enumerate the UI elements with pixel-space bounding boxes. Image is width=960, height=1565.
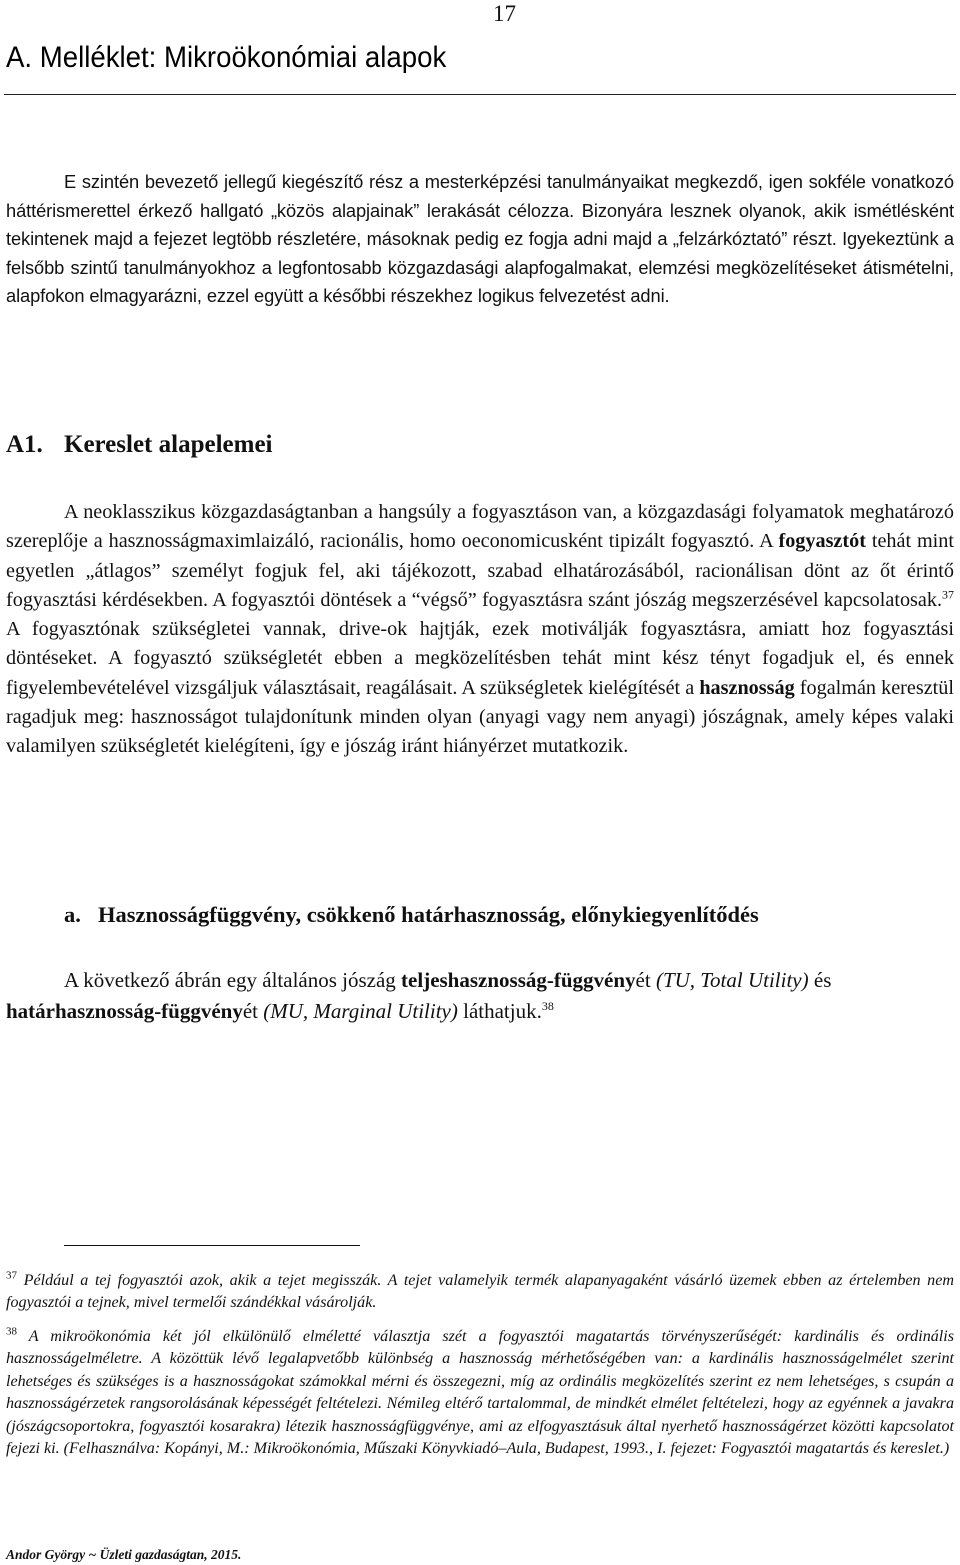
main-text-4: fogalmán keresztül ragadjuk meg: hasznosságot tulajdonítunk minden olyan (anyagi vagy nem anyagi) jószágnak, amely képes valaki valamilyen szükségletét kielégíteni, így e jószág iránt hiányérzet mutatkozik. xyxy=(6,676,954,758)
term-hasznossag: hasznosság xyxy=(699,676,795,699)
footnote-ref-38[interactable]: 38 xyxy=(541,999,554,1013)
section-title: Kereslet alapelemei xyxy=(64,431,273,458)
footnote-number: 38 xyxy=(6,1325,17,1338)
second-text-5: láthatjuk. xyxy=(457,999,542,1023)
second-text-4: ét xyxy=(242,999,264,1023)
section-number: A1. xyxy=(6,431,43,458)
footnote-ref-37[interactable]: 37 xyxy=(942,587,954,602)
main-paragraph xyxy=(6,498,954,762)
term-fogyasztot: fogyasztót xyxy=(778,530,866,553)
footnote-text: Például a tej fogyasztói azok, akik a tejet megisszák. A tejet valamelyik termék alapanyagaként vásárló üzemek ebben az értelemben nem fogyasztói a tejnek, mivel termelői szándékkal vásárolják. xyxy=(6,1272,954,1312)
chapter-title: A. Melléklet: Mikroökonómiai alapok xyxy=(6,41,447,74)
main-text-1: A neoklasszikus közgazdaságtanban a hangsúly a fogyasztáson van, a közgazdasági folyamatok meghatározó szereplője a hasznosságmaximlaizáló, racionális, homo oeconomicusként tipizált fogyasztó. A xyxy=(6,501,954,553)
term-hatarhasznossag: határhasznosság-függvény xyxy=(6,999,243,1023)
main-text-2: tehát mint egyetlen „átlagos” személyt fogjuk fel, aki tájékozott, szabad elhatározásából, racionálisan dönt az őt érintő fogyasztási kérdésekben. A fogyasztói döntések a “végső” fogyasztásra szánt jószág megszerzésével kapcsolatosak. xyxy=(6,530,954,611)
intro-text: E szintén bevezető jellegű kiegészítő rész a mesterképzési tanulmányaikat megkezdő, igen sokféle vonatkozó háttérismerettel érkező hallgató „közös alapjainak” lerakását célozza. Bizonyára lesznek olyanok, akik ismétlésként tekintenek majd a fejezet legtöbb részletére, másoknak pedig ez fogja adni majd a „felzárkóztató” részt. Igyekeztünk a felsőbb szintű tanulmányokhoz a legfontosabb közgazdasági alapfogalmakat, elemzési megközelítéseket átismételni, alapfokon elmagyarázni, ezzel együtt a későbbi részekhez logikus felvezetést adni. xyxy=(6,171,954,307)
term-teljeshasznossag: teljeshasznosság-függvény xyxy=(401,968,636,992)
footnote-number: 37 xyxy=(6,1269,17,1282)
footnote-separator xyxy=(64,1245,360,1246)
second-paragraph xyxy=(6,965,954,1027)
subsection-number: a. xyxy=(64,902,81,927)
header-rule xyxy=(4,94,956,95)
footnote-text: A mikroökonómia két jól elkülönülő elméletté választja szét a fogyasztói magatartás törvényszerűségét: kardinális és ordinális hasznosságelméletre. A közöttük lévő legalapvetőbb különbség a hasznosság mérhetőségében van: a kardinális hasznosságelmélet szerint lehetséges és szükséges is a hasznosságokat számokkal mérni és összegezni, míg az ordinális megközelítés szerint ez nem lehetséges, s csupán a hasznosságérzetek rangsorolásának képességét feltételezi. Némileg eltérő tartalommal, de mindkét elmélet feltételezi, hogy az egyénnek a javakra (jószágcsoportokra, fogyasztói kosarakra) létezik hasznosságfüggvénye, ami az elfogyasztásuk által nyerhető hasznosságérzet közötti kapcsolatot fejezi ki. (Felhasználva: Kopányi, M.: Mikroökonómia, Műszaki Könyvkiadó–Aula, Budapest, 1993., I. fejezet: Fogyasztói magatartás és kereslet.) xyxy=(6,1328,954,1458)
subsection-title: Hasznosságfüggvény, csökkenő határhasznosság, előnykiegyenlítődés xyxy=(98,902,759,927)
intro-paragraph xyxy=(6,168,954,311)
section-heading xyxy=(6,428,272,462)
main-text-3: A fogyasztónak szükségletei vannak, drive-ok hajtják, ezek motiválják fogyasztásra, amiatt hoz fogyasztási döntéseket. A fogyasztó szükségletét ebben a megközelítésben tehát mint kész tényt fogadjuk el, és ennek figyelembevételével vizsgáljuk választásait, reagálásait. A szükségletek kielégítését a xyxy=(6,618,954,699)
footnote-37 xyxy=(6,1270,954,1315)
second-text-1: A következő ábrán egy általános jószág xyxy=(64,968,402,992)
second-text-2: ét xyxy=(635,968,656,992)
tu-abbreviation: (TU, Total Utility) xyxy=(655,968,809,992)
page-footer: Andor György ~ Üzleti gazdaságtan, 2015. xyxy=(6,1547,242,1562)
mu-abbreviation: (MU, Marginal Utility) xyxy=(263,999,458,1023)
second-text-3: és xyxy=(808,968,832,992)
footnote-38 xyxy=(6,1326,954,1460)
page-number: 17 xyxy=(493,1,516,26)
subsection-heading xyxy=(64,898,759,932)
